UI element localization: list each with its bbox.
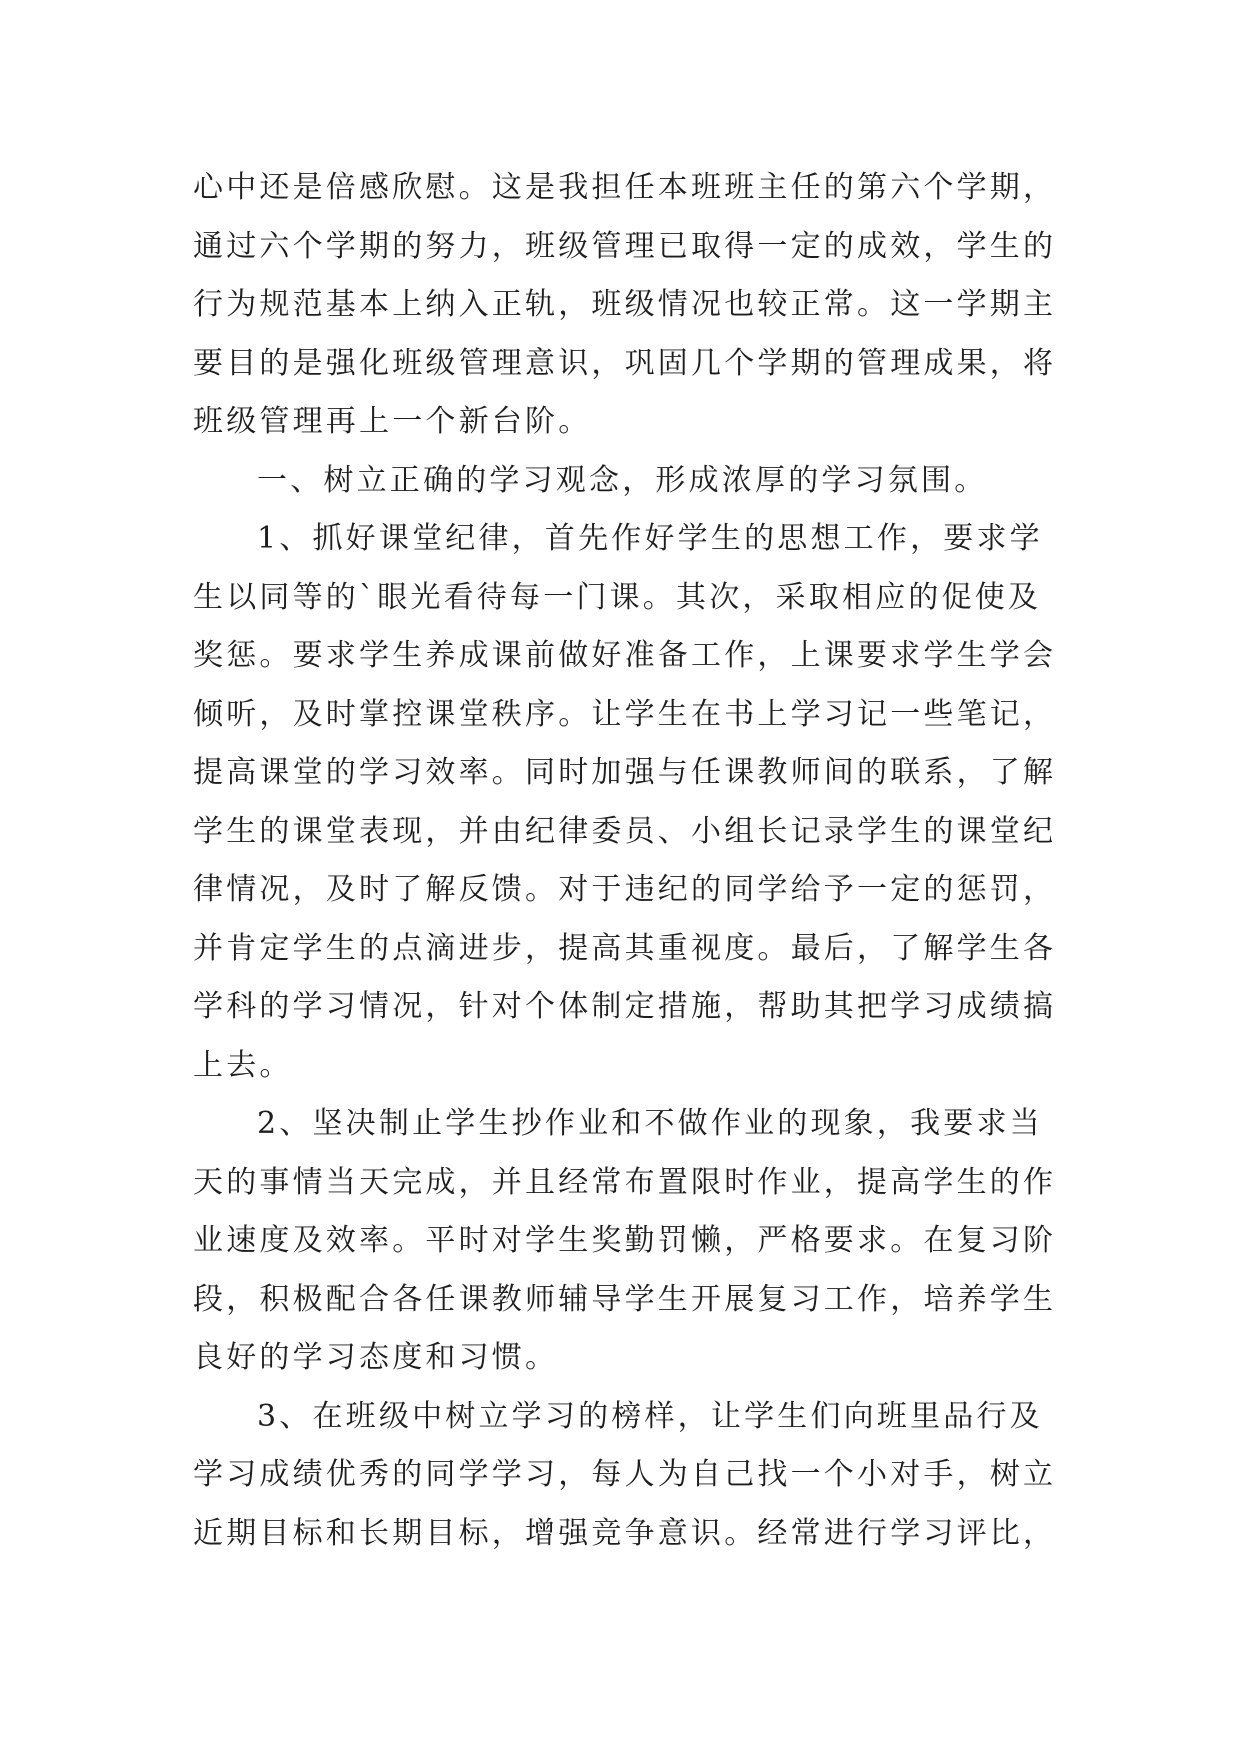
- text-line: 业速度及效率。平时对学生奖勤罚懒，严格要求。在复习阶: [193, 1223, 1057, 1258]
- section-heading: 一、树立正确的学习观念，形成浓厚的学习氛围。: [257, 462, 988, 498]
- paragraph-start: 3、在班级中树立学习的榜样，让学生们向班里品行及: [257, 1398, 1043, 1434]
- text-line: 上去。: [193, 1047, 293, 1083]
- text-line: 生以同等的`眼光看待每一门课。其次，采取相应的促使及: [193, 579, 1042, 615]
- text-line: 并肯定学生的点滴进步，提高其重视度。最后，了解学生各: [193, 930, 1057, 966]
- text-line: 提高课堂的学习效率。同时加强与任课教师间的联系，了解: [193, 755, 1057, 790]
- text-line: 行为规范基本上纳入正轨，班级情况也较正常。这一学期主: [193, 287, 1057, 322]
- text-line: 心中还是倍感欣慰。这是我担任本班班主任的第六个学期，: [193, 170, 1057, 205]
- text-line: 学习成绩优秀的同学学习，每人为自己找一个小对手，树立: [193, 1457, 1057, 1492]
- text-line: 段，积极配合各任课教师辅导学生开展复习工作，培养学生: [193, 1281, 1057, 1317]
- text-line: 良好的学习态度和习惯。: [193, 1340, 559, 1375]
- paragraph-start: 2、坚决制止学生抄作业和不做作业的现象，我要求当: [257, 1106, 1043, 1141]
- text-line: 律情况，及时了解反馈。对于违纪的同学给予一定的惩罚，: [193, 872, 1057, 907]
- document-body: [193, 159, 1068, 1563]
- text-line: 倾听，及时掌控课堂秩序。让学生在书上学习记一些笔记，: [193, 696, 1057, 732]
- text-line: 近期目标和长期目标，增强竞争意识。经常进行学习评比，: [193, 1515, 1057, 1551]
- text-line: 学生的课堂表现，并由纪律委员、小组长记录学生的课堂纪: [193, 813, 1057, 849]
- text-line: 通过六个学期的努力，班级管理已取得一定的成效，学生的: [193, 228, 1057, 264]
- text-line: 班级管理再上一个新台阶。: [193, 404, 592, 439]
- paragraph-start: 1、抓好课堂纪律，首先作好学生的思想工作，要求学: [257, 521, 1043, 556]
- text-line: 要目的是强化班级管理意识，巩固几个学期的管理成果，将: [193, 345, 1057, 381]
- text-line: 奖惩。要求学生养成课前做好准备工作，上课要求学生学会: [193, 638, 1057, 673]
- text-line: 学科的学习情况，针对个体制定措施，帮助其把学习成绩搞: [193, 989, 1057, 1024]
- text-line: 天的事情当天完成，并且经常布置限时作业，提高学生的作: [193, 1164, 1057, 1200]
